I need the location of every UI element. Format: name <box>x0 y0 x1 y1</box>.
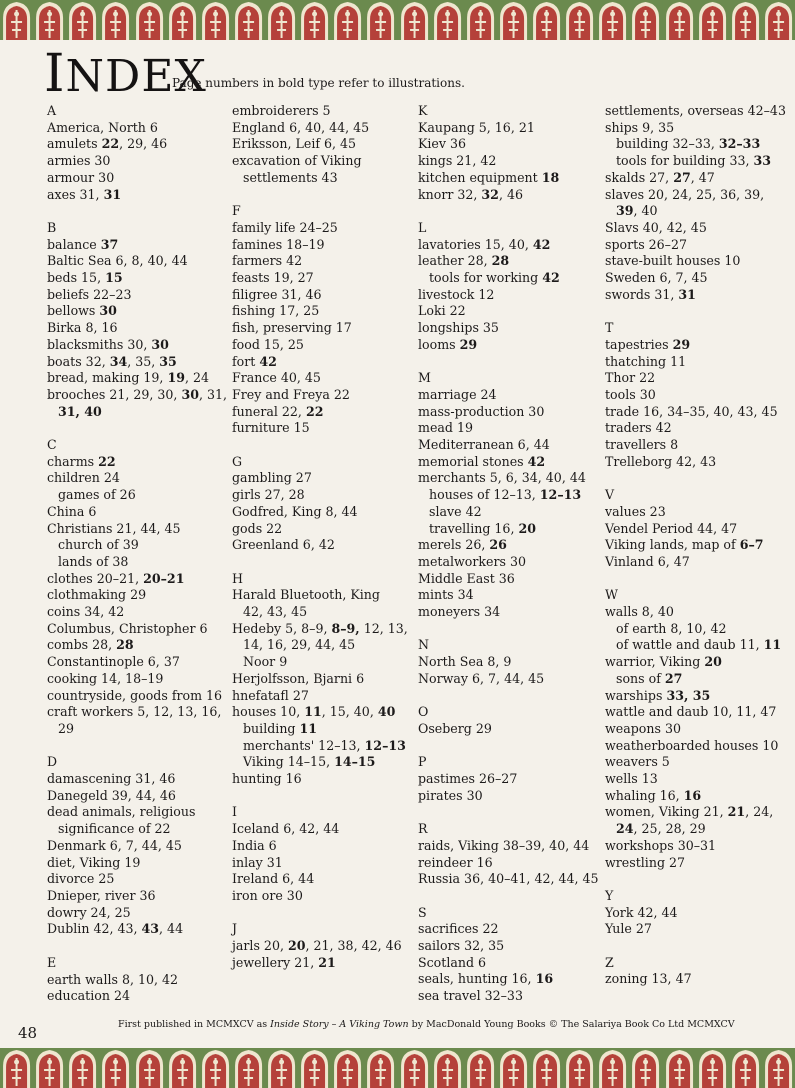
index-entry: Denmark 6, 7, 44, 45 <box>47 837 182 853</box>
index-letter-heading: Y <box>605 887 614 903</box>
index-entry: Harald Bluetooth, King <box>232 587 380 603</box>
index-entry: wattle and daub 10, 11, 47 <box>605 704 777 720</box>
border-arch-ornament <box>729 0 762 40</box>
index-entry: tools for building 33, 33 <box>616 153 772 169</box>
index-entry: kings 21, 42 <box>418 153 497 169</box>
index-entry: travellers 8 <box>605 437 679 453</box>
index-entry: Noor 9 <box>243 654 288 670</box>
index-entry: longships 35 <box>418 320 499 336</box>
index-column-1 <box>47 103 227 1005</box>
border-arch-ornament <box>33 0 66 40</box>
index-entry: travelling 16, 20 <box>429 520 536 536</box>
index-entry: Middle East 36 <box>418 570 515 586</box>
index-entry: dowry 24, 25 <box>47 904 131 920</box>
index-entry: Iceland 6, 42, 44 <box>232 821 340 837</box>
decorative-border-bottom <box>0 1048 795 1088</box>
index-entry: gods 22 <box>232 520 283 536</box>
border-arch-ornament <box>0 1048 33 1088</box>
index-entry: swords 31, 31 <box>605 286 696 302</box>
border-arch-ornament <box>199 1048 232 1088</box>
border-arch-ornament <box>133 1048 166 1088</box>
index-entry: houses 10, 11, 15, 40, 40 <box>232 704 396 720</box>
index-entry: China 6 <box>47 503 97 519</box>
index-entry: Christians 21, 44, 45 <box>47 520 181 536</box>
border-arch-ornament <box>398 1048 431 1088</box>
border-arch-ornament <box>331 1048 364 1088</box>
title-rest: NDEX <box>65 51 207 102</box>
index-entry: Viking lands, map of 6–7 <box>605 537 764 553</box>
index-entry: beds 15, 15 <box>47 270 123 286</box>
index-entry: Viking 14–15, 14–15 <box>243 754 376 770</box>
index-entry: Sweden 6, 7, 45 <box>605 270 708 286</box>
index-entry: weatherboarded houses 10 <box>605 737 779 753</box>
index-entry: mass-production 30 <box>418 403 545 419</box>
index-entry: warships 33, 35 <box>605 687 711 703</box>
index-entry: Kaupang 5, 16, 21 <box>418 119 535 135</box>
border-arch-ornament <box>596 1048 629 1088</box>
border-arch-ornament <box>629 0 662 40</box>
index-entry: embroiderers 5 <box>232 103 331 118</box>
index-column-3 <box>418 103 598 1005</box>
index-entry: seals, hunting 16, 16 <box>418 971 554 987</box>
index-entry: bread, making 19, 19, 24 <box>47 370 210 386</box>
index-entry: workshops 30–31 <box>605 837 717 853</box>
index-entry: settlements, overseas 42–43 <box>605 103 786 118</box>
index-entry: jewellery 21, 21 <box>232 954 336 970</box>
index-entry: axes 31, 31 <box>47 186 122 202</box>
page-number: 48 <box>18 1024 38 1042</box>
index-entry: Vendel Period 44, 47 <box>605 520 738 536</box>
border-arch-ornament <box>762 0 795 40</box>
border-arch-ornament <box>364 1048 397 1088</box>
border-arch-ornament <box>762 1048 795 1088</box>
index-entry: looms 29 <box>418 336 478 352</box>
border-arch-ornament <box>265 0 298 40</box>
index-entry: tools 30 <box>605 386 656 402</box>
index-entry: building 32–33, 32–33 <box>616 136 761 152</box>
border-arch-ornament <box>729 1048 762 1088</box>
index-entry: armies 30 <box>47 153 111 169</box>
index-entry: thatching 11 <box>605 353 687 369</box>
index-entry: 14, 16, 29, 44, 45 <box>243 637 356 653</box>
border-arch-ornament <box>0 0 33 40</box>
index-entry: Norway 6, 7, 44, 45 <box>418 670 545 686</box>
index-entry: Herjolfsson, Bjarni 6 <box>232 670 365 686</box>
index-entry: countryside, goods from 16 <box>47 687 223 703</box>
index-entry: amulets 22, 29, 46 <box>47 136 168 152</box>
index-entry: weavers 5 <box>605 754 670 770</box>
index-entry: Ireland 6, 44 <box>232 871 315 887</box>
index-entry: jarls 20, 20, 21, 38, 42, 46 <box>232 938 402 954</box>
index-entry: livestock 12 <box>418 286 495 302</box>
border-arch-ornament <box>199 0 232 40</box>
index-entry: India 6 <box>232 837 277 853</box>
index-entry: 31, 40 <box>58 403 102 419</box>
index-entry: 39, 40 <box>616 203 658 219</box>
index-entry: Danegeld 39, 44, 46 <box>47 787 176 803</box>
index-entry: memorial stones 42 <box>418 453 546 469</box>
index-entry: filigree 31, 46 <box>232 286 322 302</box>
index-entry: education 24 <box>47 988 130 1004</box>
index-entry: fish, preserving 17 <box>232 320 352 336</box>
border-arch-ornament <box>563 0 596 40</box>
index-entry: building 11 <box>243 720 318 736</box>
index-entry: funeral 22, 22 <box>232 403 324 419</box>
index-entry: mead 19 <box>418 420 473 436</box>
index-entry: charms 22 <box>47 453 116 469</box>
index-entry: Loki 22 <box>418 303 466 319</box>
index-entry: 24, 25, 28, 29 <box>616 821 706 837</box>
index-entry: warrior, Viking 20 <box>605 654 722 670</box>
index-entry: girls 27, 28 <box>232 487 305 503</box>
index-entry: wrestling 27 <box>605 854 686 870</box>
index-letter-heading: V <box>605 487 615 503</box>
index-entry: slave 42 <box>429 503 482 519</box>
index-entry: dead animals, religious <box>47 804 196 820</box>
index-entry: hunting 16 <box>232 771 302 787</box>
index-entry: marriage 24 <box>418 386 497 402</box>
index-letter-heading: J <box>232 921 238 937</box>
index-entry: 42, 43, 45 <box>243 604 308 620</box>
index-entry: games of 26 <box>58 487 136 503</box>
index-entry: weapons 30 <box>605 720 681 736</box>
border-arch-ornament <box>431 1048 464 1088</box>
index-entry: pirates 30 <box>418 787 483 803</box>
index-entry: sailors 32, 35 <box>418 938 505 954</box>
index-entry: iron ore 30 <box>232 887 303 903</box>
index-entry: church of 39 <box>58 537 139 553</box>
index-entry: wells 13 <box>605 771 658 787</box>
index-entry: farmers 42 <box>232 253 303 269</box>
index-entry: Godfred, King 8, 44 <box>232 503 358 519</box>
border-arch-ornament <box>530 0 563 40</box>
index-letter-heading: E <box>47 954 57 970</box>
border-arch-ornament <box>133 0 166 40</box>
index-entry: Columbus, Christopher 6 <box>47 620 208 636</box>
index-entry: feasts 19, 27 <box>232 270 314 286</box>
index-entry: Hedeby 5, 8–9, 8–9, 12, 13, <box>232 620 408 636</box>
index-entry: knorr 32, 32, 46 <box>418 186 523 202</box>
index-entry: of wattle and daub 11, 11 <box>616 637 782 653</box>
border-arch-ornament <box>232 0 265 40</box>
index-entry: Birka 8, 16 <box>47 320 118 336</box>
border-arch-ornament <box>696 0 729 40</box>
index-entry: traders 42 <box>605 420 672 436</box>
index-entry: tapestries 29 <box>605 336 691 352</box>
index-entry: Constantinople 6, 37 <box>47 654 180 670</box>
index-entry: America, North 6 <box>47 119 158 135</box>
index-entry: Dublin 42, 43, 43, 44 <box>47 921 184 937</box>
index-entry: sea travel 32–33 <box>418 988 523 1004</box>
border-arch-ornament <box>298 0 331 40</box>
border-arch-ornament <box>431 0 464 40</box>
index-entry: coins 34, 42 <box>47 604 125 620</box>
index-entry: hnefatafl 27 <box>232 687 309 703</box>
index-letter-heading: N <box>418 637 430 653</box>
index-letter-heading: D <box>47 754 58 770</box>
index-entry: tools for working 42 <box>429 270 560 286</box>
index-entry: Dnieper, river 36 <box>47 888 156 903</box>
border-arch-ornament <box>629 1048 662 1088</box>
index-entry: beliefs 22–23 <box>47 286 132 302</box>
index-entry: children 24 <box>47 470 120 486</box>
index-entry: leather 28, 28 <box>418 253 510 269</box>
index-entry: Vinland 6, 47 <box>605 553 690 569</box>
index-entry: merels 26, 26 <box>418 537 507 553</box>
index-entry: skalds 27, 27, 47 <box>605 169 715 185</box>
index-entry: raids, Viking 38–39, 40, 44 <box>418 837 590 853</box>
index-entry: sacrifices 22 <box>418 921 499 937</box>
border-arch-ornament <box>166 1048 199 1088</box>
index-entry: craft workers 5, 12, 13, 16, <box>47 704 222 720</box>
index-entry: pastimes 26–27 <box>418 771 518 787</box>
index-entry: houses of 12–13, 12–13 <box>429 487 582 503</box>
index-letter-heading: M <box>418 370 431 386</box>
index-entry: sons of 27 <box>616 670 683 686</box>
index-letter-heading: G <box>232 453 243 469</box>
index-letter-heading: A <box>47 103 57 118</box>
index-entry: clothmaking 29 <box>47 587 147 603</box>
index-entry: family life 24–25 <box>232 219 338 235</box>
index-letter-heading: T <box>605 320 614 336</box>
index-letter-heading: Z <box>605 954 614 970</box>
index-letter-heading: R <box>418 821 428 837</box>
index-entry: boats 32, 34, 35, 35 <box>47 353 177 369</box>
index-entry: diet, Viking 19 <box>47 854 141 870</box>
border-arch-ornament <box>66 1048 99 1088</box>
index-entry: mints 34 <box>418 587 474 603</box>
footer-post: by MacDonald Young Books © The Salariya Book Co Ltd MCMXCV <box>408 1019 735 1030</box>
index-entry: kitchen equipment 18 <box>418 169 560 185</box>
index-entry: whaling 16, 16 <box>605 787 702 803</box>
index-entry: Kiev 36 <box>418 136 467 152</box>
footer-book-title: Inside Story – A Viking Town <box>270 1019 409 1030</box>
index-column-4 <box>605 103 785 988</box>
border-arch-ornament <box>464 1048 497 1088</box>
index-entry: blacksmiths 30, 30 <box>47 336 169 352</box>
index-letter-heading: L <box>418 219 427 235</box>
index-entry: damascening 31, 46 <box>47 771 176 787</box>
index-letter-heading: P <box>418 754 427 770</box>
border-arch-ornament <box>33 1048 66 1088</box>
index-entry: cooking 14, 18–19 <box>47 670 164 686</box>
index-entry: divorce 25 <box>47 871 115 887</box>
border-arch-ornament <box>663 1048 696 1088</box>
border-arch-ornament <box>364 0 397 40</box>
index-entry: balance 37 <box>47 236 119 252</box>
border-arch-ornament <box>265 1048 298 1088</box>
border-arch-ornament <box>166 0 199 40</box>
index-letter-heading: S <box>418 904 427 920</box>
index-entry: trade 16, 34–35, 40, 43, 45 <box>605 403 778 419</box>
index-entry: sports 26–27 <box>605 236 688 252</box>
index-letter-heading: O <box>418 704 429 720</box>
border-arch-ornament <box>99 1048 132 1088</box>
index-entry: Oseberg 29 <box>418 720 492 736</box>
index-entry: stave-built houses 10 <box>605 253 741 269</box>
index-entry: lavatories 15, 40, 42 <box>418 236 551 252</box>
index-letter-heading: I <box>232 804 237 820</box>
index-entry: excavation of Viking <box>232 153 362 169</box>
border-arch-ornament <box>696 1048 729 1088</box>
index-entry: earth walls 8, 10, 42 <box>47 971 179 987</box>
index-letter-heading: C <box>47 437 57 453</box>
border-arch-ornament <box>398 0 431 40</box>
border-arch-ornament <box>331 0 364 40</box>
index-letter-heading: K <box>418 103 428 118</box>
publication-footer <box>118 1019 735 1030</box>
index-entry: Thor 22 <box>605 370 656 386</box>
index-entry: Baltic Sea 6, 8, 40, 44 <box>47 253 188 269</box>
border-arch-ornament <box>497 0 530 40</box>
index-entry: combs 28, 28 <box>47 637 134 653</box>
index-entry: lands of 38 <box>58 553 129 569</box>
index-entry: famines 18–19 <box>232 236 325 252</box>
index-entry: reindeer 16 <box>418 854 493 870</box>
index-note: Page numbers in bold type refer to illustrations. <box>172 76 465 90</box>
index-entry: 29 <box>58 720 75 736</box>
border-arch-ornament <box>530 1048 563 1088</box>
index-letter-heading: F <box>232 203 241 219</box>
index-entry: significance of 22 <box>58 821 171 837</box>
index-letter-heading: H <box>232 570 243 586</box>
index-entry: of earth 8, 10, 42 <box>616 620 727 636</box>
index-entry: walls 8, 40 <box>605 604 674 620</box>
border-arch-ornament <box>563 1048 596 1088</box>
index-entry: North Sea 8, 9 <box>418 654 512 670</box>
border-arch-ornament <box>663 0 696 40</box>
index-entry: England 6, 40, 44, 45 <box>232 119 370 135</box>
index-letter-heading: W <box>605 587 618 603</box>
index-entry: values 23 <box>605 503 666 519</box>
index-entry: Trelleborg 42, 43 <box>605 453 717 469</box>
border-arch-ornament <box>596 0 629 40</box>
index-entry: slaves 20, 24, 25, 36, 39, <box>605 186 765 202</box>
index-entry: moneyers 34 <box>418 604 501 620</box>
index-column-2 <box>232 103 412 971</box>
decorative-border-top <box>0 0 795 40</box>
index-entry: furniture 15 <box>232 420 310 436</box>
index-entry: clothes 20–21, 20–21 <box>47 570 185 586</box>
index-entry: bellows 30 <box>47 303 117 319</box>
border-arch-ornament <box>464 0 497 40</box>
index-entry: fort 42 <box>232 353 277 369</box>
border-arch-ornament <box>298 1048 331 1088</box>
index-entry: ships 9, 35 <box>605 119 675 135</box>
index-entry: metalworkers 30 <box>418 553 526 569</box>
index-letter-heading: B <box>47 219 57 235</box>
index-entry: gambling 27 <box>232 470 312 486</box>
index-entry: merchants 5, 6, 34, 40, 44 <box>418 470 586 486</box>
index-entry: brooches 21, 29, 30, 30, 31, <box>47 386 228 402</box>
index-entry: women, Viking 21, 21, 24, <box>605 804 774 820</box>
border-arch-ornament <box>232 1048 265 1088</box>
index-entry: Yule 27 <box>605 921 652 937</box>
index-entry: York 42, 44 <box>605 904 678 920</box>
index-entry: food 15, 25 <box>232 336 304 352</box>
title-initial: I <box>44 44 66 104</box>
index-entry: Slavs 40, 42, 45 <box>605 219 707 235</box>
index-entry: Scotland 6 <box>418 954 487 970</box>
index-entry: Greenland 6, 42 <box>232 537 335 553</box>
index-entry: settlements 43 <box>243 169 338 185</box>
index-entry: Mediterranean 6, 44 <box>418 437 550 453</box>
border-arch-ornament <box>99 0 132 40</box>
border-arch-ornament <box>497 1048 530 1088</box>
index-entry: Russia 36, 40–41, 42, 44, 45 <box>418 871 599 887</box>
border-arch-ornament <box>66 0 99 40</box>
index-entry: fishing 17, 25 <box>232 303 320 319</box>
index-entry: zoning 13, 47 <box>605 971 692 987</box>
index-entry: merchants' 12–13, 12–13 <box>243 737 406 753</box>
index-entry: Frey and Freya 22 <box>232 386 350 402</box>
index-entry: armour 30 <box>47 169 115 185</box>
index-entry: France 40, 45 <box>232 370 321 386</box>
footer-pre: First published in MCMXCV as <box>118 1019 271 1030</box>
index-entry: inlay 31 <box>232 854 283 870</box>
index-entry: Eriksson, Leif 6, 45 <box>232 136 357 152</box>
